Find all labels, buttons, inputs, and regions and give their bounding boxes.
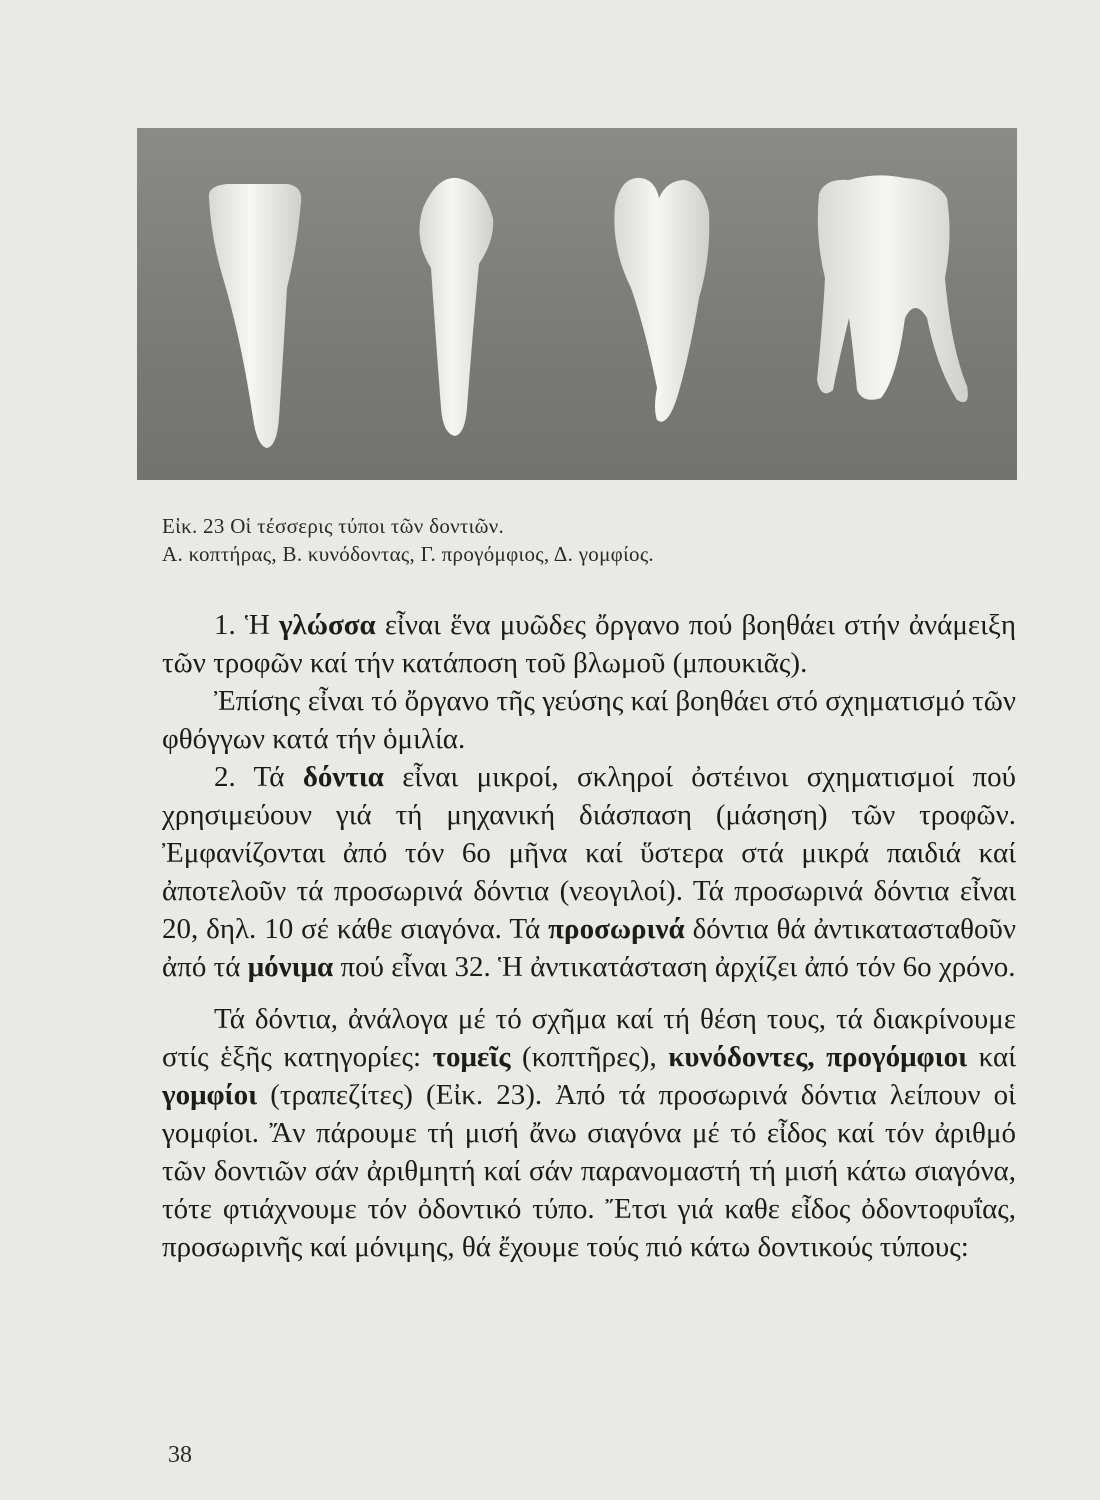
bold-term: κυνόδοντες, προγόμφιοι — [668, 1041, 968, 1073]
bold-term: τομεῖς — [432, 1041, 511, 1073]
text: 1. Ἡ — [214, 609, 279, 641]
paragraph-taste — [162, 682, 1016, 758]
text: εἶναι μικροί, σκληροί ὀστέινοι σχηματισμοί πού χρησιμεύουν γιά τή μηχανική διάσπαση (μάσηση) τῶν τροφῶν. Ἐμφανίζονται ἀπό τόν 6ο μῆνα καί ὕστερα στά μικρά παιδιά καί ἀποτελοῦν τά προσωρινά δόντια (νεογιλοί). Τά προσωρινά δόντια εἶναι 20, δηλ. 10 σέ κάθε σιαγόνα. Τά — [162, 761, 1016, 945]
text: εἶναι ἕνα μυῶδες ὄργανο πού βοηθάει στήν ἀνάμειξη τῶν τροφῶν καί τήν κατάποση τοῦ βλωμοῦ (μπουκιᾶς). — [162, 609, 1016, 679]
paragraph-tongue — [162, 606, 1016, 682]
bold-term: δόντια — [302, 761, 384, 793]
teeth-photograph — [137, 128, 1017, 480]
canine-tooth — [419, 178, 493, 436]
paragraph-categories — [162, 1000, 1016, 1266]
bold-term: μόνιμα — [247, 951, 334, 983]
body-text — [162, 606, 1016, 1266]
premolar-tooth — [614, 178, 709, 422]
molar-tooth — [817, 175, 968, 402]
teeth-illustration — [137, 128, 1017, 480]
text: (τραπεζίτες) (Εἰκ. 23). Ἀπό τά προσωρινά δόντια λείπουν οἱ γομφίοι. Ἄν πάρουμε τή μισή ἄνω σιαγόνα μέ τό εἶδος καί τόν ἀριθμό τῶν δοντιῶν σάν ἀριθμητή καί σάν παρανομαστή τή μισή κάτω σιαγόνα, τότε φτιάχνουμε τόν ὀδοντικό τύπο. Ἔτσι γιά καθε εἶδος ὀδοντοφυΐας, προσωρινῆς καί μόνιμης, θά ἔχουμε τούς πιό κάτω δοντικούς τύπους: — [162, 1079, 1016, 1263]
caption-line-1: Εἰκ. 23 Οἱ τέσσερις τύποι τῶν δοντιῶν. — [162, 514, 505, 538]
caption-line-2: Α. κοπτήρας, Β. κυνόδοντας, Γ. προγόμφιος, Δ. γομφίος. — [162, 542, 654, 566]
text: (κοπτῆρες), — [510, 1041, 669, 1073]
page-number: 38 — [168, 1442, 192, 1468]
text: πού εἶναι 32. Ἡ ἀντικατάσταση ἀρχίζει ἀπό τόν 6ο χρόνο. — [333, 951, 1016, 983]
bold-term: γομφίοι — [162, 1079, 258, 1111]
paragraph-teeth — [162, 758, 1016, 986]
text: Τά δόντια, ἀνάλογα μέ τό σχῆμα καί τή θέση τους, τά διακρίνουμε στίς ἑξῆς κατηγορίες: — [162, 1003, 1016, 1073]
bold-term: γλώσσα — [278, 609, 376, 641]
text: Ἐπίσης εἶναι τό ὄργανο τῆς γεύσης καί βοηθάει στό σχηματισμό τῶν φθόγγων κατά τήν ὁμιλία. — [162, 685, 1016, 755]
bold-term: προσωρινά — [548, 913, 685, 945]
text: δόντια θά ἀντικατασταθοῦν ἀπό τά — [162, 913, 1016, 983]
text: καί — [967, 1041, 1017, 1073]
text: 2. Τά — [214, 761, 303, 793]
figure-caption — [162, 512, 962, 568]
incisor-tooth — [209, 184, 301, 448]
